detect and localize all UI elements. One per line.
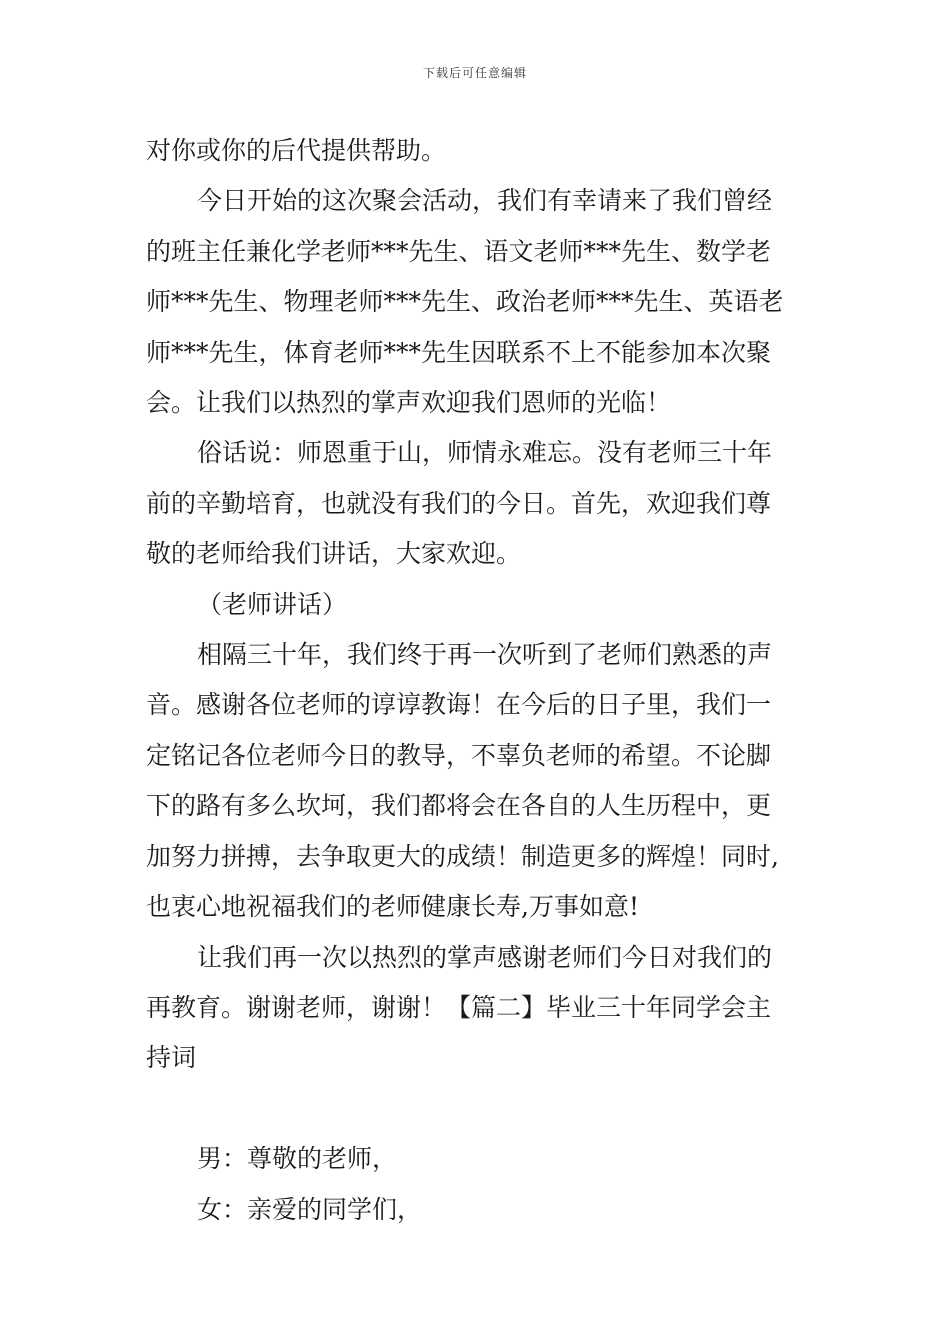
text-line: 再教育。谢谢老师，谢谢！【篇二】毕业三十年同学会主 <box>146 992 772 1022</box>
text-line: 师***先生、物理老师***先生、政治老师***先生、英语老 <box>146 287 784 317</box>
text-line: 对你或你的后代提供帮助。 <box>146 136 447 165</box>
text-line: 师***先生，体育老师***先生因联系不上不能参加本次聚 <box>146 337 772 367</box>
text-line: 下的路有多么坎坷，我们都将会在各自的人生历程中，更 <box>146 791 772 821</box>
text-line: 定铭记各位老师今日的教导，不辜负老师的希望。不论脚 <box>146 740 772 770</box>
text-line: 女：亲爱的同学们， <box>197 1194 423 1224</box>
text-line: （老师讲话） <box>197 589 348 619</box>
text-line: 音。感谢各位老师的谆谆教诲！在今后的日子里，我们一 <box>146 690 772 720</box>
text-line: 的班主任兼化学老师***先生、语文老师***先生、数学老 <box>146 236 772 266</box>
page-header-note: 下载后可任意编辑 <box>422 66 527 80</box>
text-line: 前的辛勤培育，也就没有我们的今日。首先，欢迎我们尊 <box>146 488 772 518</box>
text-line: 会。让我们以热烈的掌声欢迎我们恩师的光临！ <box>146 388 672 418</box>
text-line: 敬的老师给我们讲话，大家欢迎。 <box>146 539 522 569</box>
text-line: 让我们再一次以热烈的掌声感谢老师们今日对我们的 <box>197 942 773 972</box>
text-line: 今日开始的这次聚会活动，我们有幸请来了我们曾经 <box>197 186 773 216</box>
text-line: 相隔三十年，我们终于再一次听到了老师们熟悉的声 <box>197 640 773 670</box>
text-line: 持词 <box>146 1043 197 1073</box>
text-line: 加努力拼搏，去争取更大的成绩！制造更多的辉煌！同时, <box>146 841 779 871</box>
blank-line <box>146 1084 806 1134</box>
text-line: 也衷心地祝福我们的老师健康长寿,万事如意! <box>146 892 639 922</box>
text-line: 俗话说：师恩重于山，师情永难忘。没有老师三十年 <box>197 438 773 468</box>
text-line: 男：尊敬的老师， <box>197 1144 398 1174</box>
document-body <box>146 126 806 1235</box>
